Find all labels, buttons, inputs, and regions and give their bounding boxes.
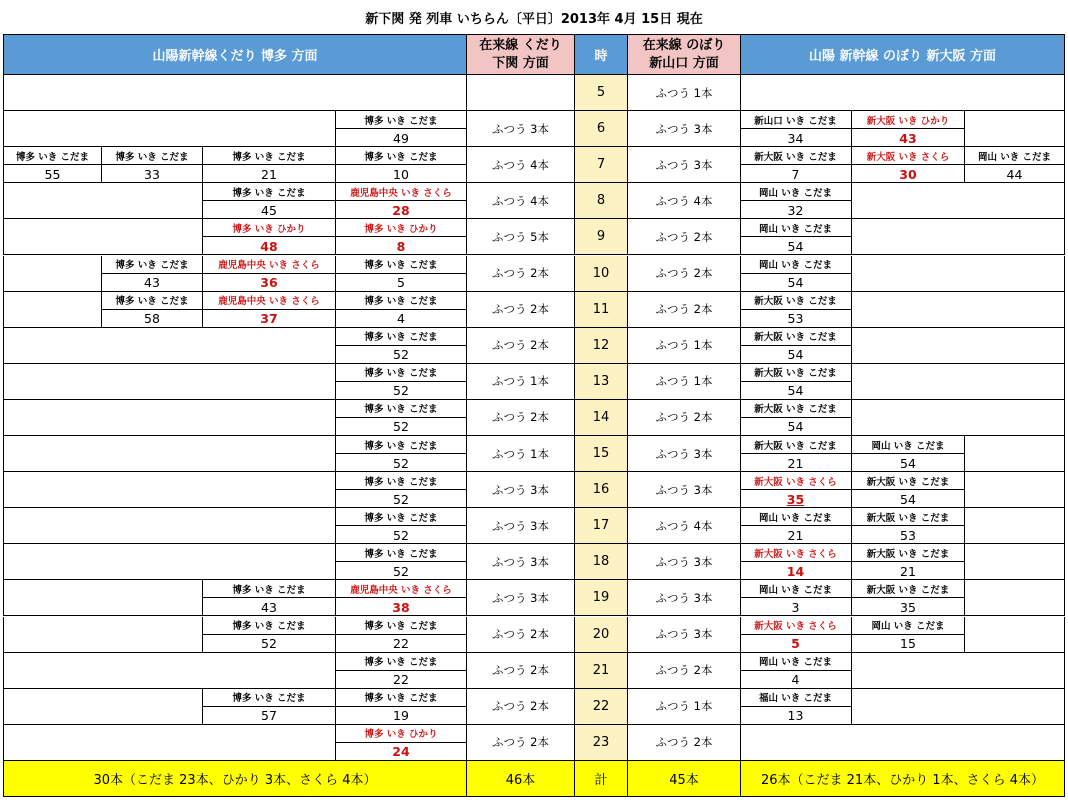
train-label: 新大阪 いき こだま xyxy=(740,328,852,346)
train-minute: 52 xyxy=(202,635,335,653)
train-minute: 36 xyxy=(202,274,335,292)
train-label: 新大阪 いき こだま xyxy=(740,400,852,418)
up-local-count: ふつう 2本 xyxy=(627,400,740,436)
train-minute: 52 xyxy=(335,490,466,508)
train-minute: 54 xyxy=(852,454,965,472)
train-minute: 7 xyxy=(740,165,852,183)
down-local-count: ふつう 2本 xyxy=(466,256,574,292)
train-minute: 38 xyxy=(335,598,466,616)
train-label: 博多 いき こだま xyxy=(202,183,335,201)
train-label: 博多 いき こだま xyxy=(202,689,335,707)
footer-down-local: 46本 xyxy=(466,761,574,797)
train-minute: 54 xyxy=(740,418,852,436)
up-local-count: ふつう 2本 xyxy=(627,219,740,255)
train-minute: 37 xyxy=(202,310,335,328)
train-minute: 52 xyxy=(335,382,466,400)
train-label: 博多 いき こだま xyxy=(335,544,466,562)
hour-cell: 8 xyxy=(574,183,627,219)
down-local-count: ふつう 5本 xyxy=(466,219,574,255)
up-local-count: ふつう 3本 xyxy=(627,580,740,616)
train-label: 岡山 いき こだま xyxy=(740,508,852,526)
down-local-count: ふつう 3本 xyxy=(466,472,574,508)
train-label: 博多 いき こだま xyxy=(335,436,466,454)
up-local-count: ふつう 2本 xyxy=(627,292,740,328)
train-label: 博多 いき こだま xyxy=(202,147,335,165)
train-label: 岡山 いき こだま xyxy=(852,617,965,635)
train-minute: 35 xyxy=(740,490,852,508)
train-minute: 21 xyxy=(740,526,852,544)
footer-hour: 計 xyxy=(574,761,627,797)
train-label: 博多 いき こだま xyxy=(335,147,466,165)
train-minute: 5 xyxy=(335,274,466,292)
train-label: 鹿児島中央 いき さくら xyxy=(335,183,466,201)
hour-cell: 23 xyxy=(574,725,627,761)
train-minute: 19 xyxy=(335,707,466,725)
hour-cell: 20 xyxy=(574,617,627,653)
train-minute: 30 xyxy=(852,165,965,183)
up-local-count: ふつう 2本 xyxy=(627,256,740,292)
train-label: 博多 いき こだま xyxy=(335,364,466,382)
down-local-count: ふつう 2本 xyxy=(466,653,574,689)
train-minute: 15 xyxy=(852,635,965,653)
train-minute: 33 xyxy=(101,165,202,183)
train-minute: 3 xyxy=(740,598,852,616)
train-minute: 21 xyxy=(852,562,965,580)
train-minute: 43 xyxy=(852,129,965,147)
hour-cell: 9 xyxy=(574,219,627,255)
train-minute: 54 xyxy=(740,346,852,364)
train-minute: 54 xyxy=(852,490,965,508)
train-label: 博多 いき こだま xyxy=(335,328,466,346)
down-local-count: ふつう 2本 xyxy=(466,725,574,761)
hour-cell: 15 xyxy=(574,436,627,472)
train-label: 博多 いき こだま xyxy=(335,400,466,418)
up-row-area xyxy=(740,725,1065,761)
footer-down-shinkansen: 30本（こだま 23本、ひかり 3本、さくら 4本） xyxy=(3,761,466,797)
train-minute: 52 xyxy=(335,346,466,364)
train-label: 博多 いき こだま xyxy=(101,292,202,310)
header-up-local-line: 在来線 のぼり xyxy=(642,37,726,53)
up-local-count: ふつう 2本 xyxy=(627,725,740,761)
train-label: 博多 いき ひかり xyxy=(335,219,466,237)
hour-cell: 19 xyxy=(574,580,627,616)
train-label: 博多 いき ひかり xyxy=(335,725,466,743)
train-label: 博多 いき こだま xyxy=(335,472,466,490)
train-minute: 22 xyxy=(335,635,466,653)
hour-cell: 14 xyxy=(574,400,627,436)
header-down-local-line: 在来線 くだり xyxy=(479,37,562,53)
hour-cell: 18 xyxy=(574,544,627,580)
train-minute: 14 xyxy=(740,562,852,580)
train-label: 博多 いき こだま xyxy=(335,653,466,671)
train-label: 博多 いき こだま xyxy=(202,580,335,598)
train-label: 新山口 いき こだま xyxy=(740,111,852,129)
footer-up-shinkansen: 26本（こだま 21本、ひかり 1本、さくら 4本） xyxy=(740,761,1065,797)
header-down-shinkansen: 山陽新幹線くだり 博多 方面 xyxy=(3,34,466,75)
train-label: 新大阪 いき こだま xyxy=(740,147,852,165)
down-local-count: ふつう 2本 xyxy=(466,328,574,364)
train-minute: 52 xyxy=(335,526,466,544)
hour-cell: 21 xyxy=(574,653,627,689)
up-local-count: ふつう 1本 xyxy=(627,689,740,725)
up-local-count: ふつう 1本 xyxy=(627,364,740,400)
train-label: 岡山 いき こだま xyxy=(852,436,965,454)
header-hour: 時 xyxy=(574,34,627,75)
train-label: 鹿児島中央 いき さくら xyxy=(335,580,466,598)
train-minute: 22 xyxy=(335,671,466,689)
train-minute: 44 xyxy=(965,165,1065,183)
train-minute: 21 xyxy=(740,454,852,472)
train-minute: 32 xyxy=(740,201,852,219)
train-minute: 49 xyxy=(335,129,466,147)
train-minute: 24 xyxy=(335,743,466,761)
header-down-local-line: 下関 方面 xyxy=(492,55,549,71)
up-local-count: ふつう 3本 xyxy=(627,544,740,580)
train-minute: 5 xyxy=(740,635,852,653)
up-local-count: ふつう 2本 xyxy=(627,653,740,689)
up-local-count: ふつう 3本 xyxy=(627,617,740,653)
header-up-local-line: 新山口 方面 xyxy=(649,55,719,71)
header-up-local xyxy=(627,34,740,75)
hour-cell: 6 xyxy=(574,111,627,147)
train-label: 新大阪 いき こだま xyxy=(852,472,965,490)
train-label: 福山 いき こだま xyxy=(740,689,852,707)
train-label: 鹿児島中央 いき さくら xyxy=(202,256,335,274)
down-local-count: ふつう 2本 xyxy=(466,617,574,653)
train-minute: 52 xyxy=(335,418,466,436)
train-label: 新大阪 いき こだま xyxy=(852,580,965,598)
down-local-count: ふつう 1本 xyxy=(466,364,574,400)
down-local-count: ふつう 3本 xyxy=(466,111,574,147)
train-label: 博多 いき こだま xyxy=(3,147,101,165)
down-local-count: ふつう 1本 xyxy=(466,436,574,472)
train-label: 岡山 いき こだま xyxy=(740,183,852,201)
train-minute: 52 xyxy=(335,562,466,580)
train-label: 博多 いき こだま xyxy=(335,617,466,635)
train-label: 新大阪 いき さくら xyxy=(740,617,852,635)
train-minute: 53 xyxy=(740,310,852,328)
train-label: 鹿児島中央 いき さくら xyxy=(202,292,335,310)
down-local-count: ふつう 4本 xyxy=(466,147,574,183)
train-minute: 10 xyxy=(335,165,466,183)
down-local-count xyxy=(466,75,574,111)
train-label: 新大阪 いき こだま xyxy=(740,364,852,382)
down-local-count: ふつう 3本 xyxy=(466,508,574,544)
train-label: 博多 いき こだま xyxy=(101,147,202,165)
up-local-count: ふつう 4本 xyxy=(627,183,740,219)
train-label: 博多 いき こだま xyxy=(335,508,466,526)
train-minute: 58 xyxy=(101,310,202,328)
train-minute: 4 xyxy=(740,671,852,689)
header-down-local xyxy=(466,34,574,75)
train-minute: 54 xyxy=(740,237,852,255)
train-minute: 35 xyxy=(852,598,965,616)
train-minute: 4 xyxy=(335,310,466,328)
train-label: 新大阪 いき さくら xyxy=(740,544,852,562)
train-minute: 53 xyxy=(852,526,965,544)
train-label: 岡山 いき こだま xyxy=(740,653,852,671)
train-label: 博多 いき ひかり xyxy=(202,219,335,237)
train-minute: 57 xyxy=(202,707,335,725)
up-local-count: ふつう 1本 xyxy=(627,75,740,111)
up-local-count: ふつう 1本 xyxy=(627,328,740,364)
train-minute: 13 xyxy=(740,707,852,725)
hour-cell: 7 xyxy=(574,147,627,183)
train-minute: 45 xyxy=(202,201,335,219)
footer-up-local: 45本 xyxy=(627,761,740,797)
train-label: 新大阪 いき こだま xyxy=(740,436,852,454)
hour-cell: 16 xyxy=(574,472,627,508)
up-local-count: ふつう 3本 xyxy=(627,472,740,508)
train-minute: 54 xyxy=(740,274,852,292)
train-minute: 54 xyxy=(740,382,852,400)
train-minute: 52 xyxy=(335,454,466,472)
header-up-shinkansen: 山陽 新幹線 のぼり 新大阪 方面 xyxy=(740,34,1065,75)
train-label: 博多 いき こだま xyxy=(202,617,335,635)
train-label: 博多 いき こだま xyxy=(335,689,466,707)
train-minute: 43 xyxy=(202,598,335,616)
train-label: 岡山 いき こだま xyxy=(740,219,852,237)
up-local-count: ふつう 3本 xyxy=(627,111,740,147)
train-label: 岡山 いき こだま xyxy=(965,147,1065,165)
train-label: 新大阪 いき さくら xyxy=(852,147,965,165)
down-local-count: ふつう 3本 xyxy=(466,580,574,616)
hour-cell: 5 xyxy=(574,75,627,111)
train-label: 新大阪 いき さくら xyxy=(740,472,852,490)
train-minute: 28 xyxy=(335,201,466,219)
train-label: 新大阪 いき ひかり xyxy=(852,111,965,129)
train-label: 博多 いき こだま xyxy=(335,256,466,274)
train-minute: 55 xyxy=(3,165,101,183)
train-minute: 21 xyxy=(202,165,335,183)
down-local-count: ふつう 3本 xyxy=(466,544,574,580)
up-local-count: ふつう 3本 xyxy=(627,436,740,472)
down-local-count: ふつう 4本 xyxy=(466,183,574,219)
train-minute: 43 xyxy=(101,274,202,292)
train-label: 岡山 いき こだま xyxy=(740,580,852,598)
up-row-area xyxy=(740,75,1065,111)
page-title: 新下関 発 列車 いちらん〔平日〕2013年 4月 15日 現在 xyxy=(365,12,703,27)
down-local-count: ふつう 2本 xyxy=(466,292,574,328)
train-label: 新大阪 いき こだま xyxy=(740,292,852,310)
hour-cell: 10 xyxy=(574,256,627,292)
hour-cell: 11 xyxy=(574,292,627,328)
train-label: 博多 いき こだま xyxy=(335,292,466,310)
down-local-count: ふつう 2本 xyxy=(466,400,574,436)
up-local-count: ふつう 4本 xyxy=(627,508,740,544)
hour-cell: 17 xyxy=(574,508,627,544)
train-label: 博多 いき こだま xyxy=(335,111,466,129)
train-label: 岡山 いき こだま xyxy=(740,256,852,274)
down-row-area xyxy=(3,75,466,111)
train-minute: 8 xyxy=(335,237,466,255)
down-local-count: ふつう 2本 xyxy=(466,689,574,725)
hour-cell: 13 xyxy=(574,364,627,400)
up-local-count: ふつう 3本 xyxy=(627,147,740,183)
train-label: 博多 いき こだま xyxy=(101,256,202,274)
hour-cell: 12 xyxy=(574,328,627,364)
train-label: 新大阪 いき こだま xyxy=(852,544,965,562)
hour-cell: 22 xyxy=(574,689,627,725)
train-minute: 48 xyxy=(202,237,335,255)
train-label: 新大阪 いき こだま xyxy=(852,508,965,526)
train-minute: 34 xyxy=(740,129,852,147)
